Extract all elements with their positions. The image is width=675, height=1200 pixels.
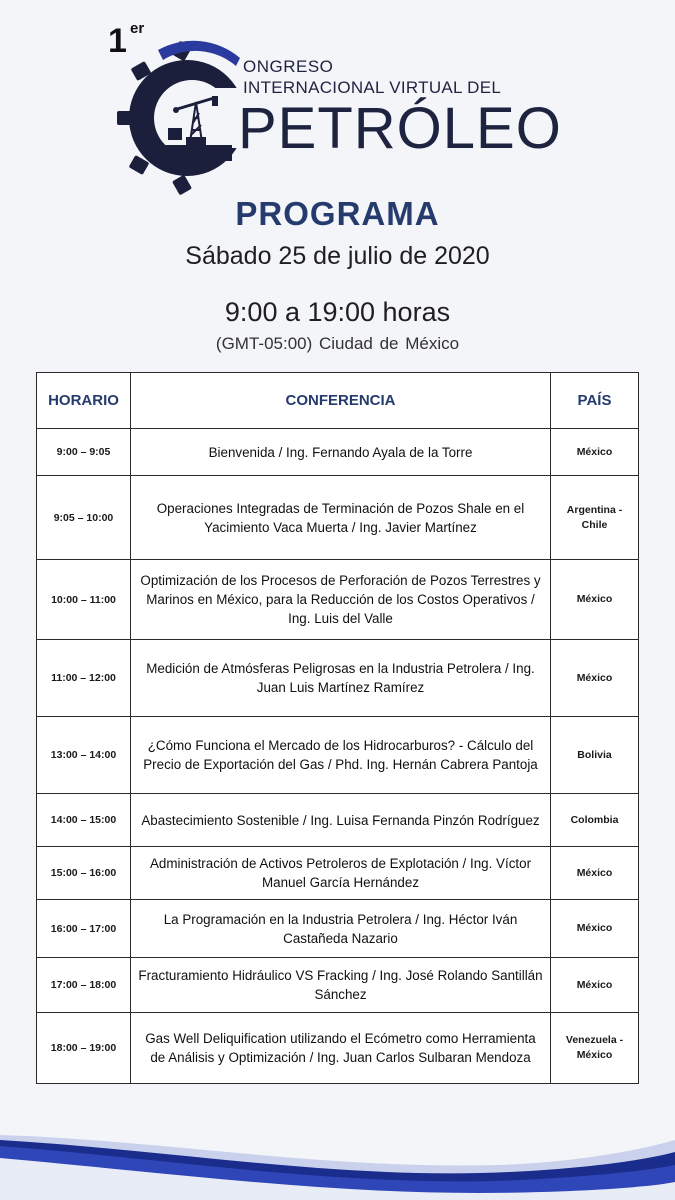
header-conferencia: CONFERENCIA	[131, 373, 551, 429]
row-country: México	[551, 900, 639, 958]
table-row	[37, 640, 639, 717]
row-time: 14:00 – 15:00	[37, 794, 131, 847]
row-conference: Operaciones Integradas de Terminación de Pozos Shale en el Yacimiento Vaca Muerta / Ing. Javier Martínez	[131, 476, 551, 560]
logo-line-internacional: INTERNACIONAL VIRTUAL DEL	[243, 78, 502, 97]
event-hours: 9:00 a 19:00 horas	[224, 297, 451, 327]
row-time: 18:00 – 19:00	[37, 1013, 131, 1084]
row-conference: Medición de Atmósferas Peligrosas en la Industria Petrolera / Ing. Juan Luis Martínez Ramírez	[131, 640, 551, 717]
table-row	[37, 560, 639, 640]
row-country: México	[551, 640, 639, 717]
row-time: 9:05 – 10:00	[37, 476, 131, 560]
table-row	[37, 900, 639, 958]
table-row	[37, 1013, 639, 1084]
row-country: México	[551, 429, 639, 476]
event-timezone: (GMT-05:00) Ciudad de México	[215, 334, 460, 353]
table-row	[37, 847, 639, 900]
header-pais: PAÍS	[551, 373, 639, 429]
table-row	[37, 476, 639, 560]
row-conference: Optimización de los Procesos de Perforación de Pozos Terrestres y Marinos en México, para la Reducción de los Costos Operativos / Ing. Luis del Valle	[131, 560, 551, 640]
gear-c-logo-icon	[117, 41, 247, 195]
page-title: PROGRAMA	[235, 195, 440, 232]
header-horario: HORARIO	[37, 373, 131, 429]
row-country: México	[551, 847, 639, 900]
row-conference: Abastecimiento Sostenible / Ing. Luisa Fernanda Pinzón Rodríguez	[131, 794, 551, 847]
row-time: 17:00 – 18:00	[37, 958, 131, 1013]
row-conference: Administración de Activos Petroleros de Explotación / Ing. Víctor Manuel García Hernández	[131, 847, 551, 900]
row-time: 13:00 – 14:00	[37, 717, 131, 794]
row-country: Bolivia	[551, 717, 639, 794]
row-conference: ¿Cómo Funciona el Mercado de los Hidrocarburos? - Cálculo del Precio de Exportación del Gas / Phd. Ing. Hernán Cabrera Pantoja	[131, 717, 551, 794]
row-country: Venezuela - México	[551, 1013, 639, 1084]
table-row	[37, 717, 639, 794]
schedule-table	[36, 372, 639, 1084]
row-time: 15:00 – 16:00	[37, 847, 131, 900]
row-country: México	[551, 560, 639, 640]
table-row	[37, 429, 639, 476]
row-country: Argentina - Chile	[551, 476, 639, 560]
table-header-row	[37, 373, 639, 429]
row-conference: Fracturamiento Hidráulico VS Fracking / Ing. José Rolando Santillán Sánchez	[131, 958, 551, 1013]
row-country: Colombia	[551, 794, 639, 847]
edition-number: 1	[108, 22, 127, 60]
row-conference: La Programación en la Industria Petrolera / Ing. Héctor Iván Castañeda Nazario	[131, 900, 551, 958]
row-country: México	[551, 958, 639, 1013]
table-row	[37, 958, 639, 1013]
row-time: 10:00 – 11:00	[37, 560, 131, 640]
row-conference: Gas Well Deliquification utilizando el Ecómetro como Herramienta de Análisis y Optimización / Ing. Juan Carlos Sulbaran Mendoza	[131, 1013, 551, 1084]
logo-line-ongreso: ONGRESO	[243, 57, 334, 76]
edition-suffix: er	[130, 20, 145, 37]
event-date: Sábado 25 de julio de 2020	[185, 242, 490, 270]
table-row	[37, 794, 639, 847]
row-conference: Bienvenida / Ing. Fernando Ayala de la Torre	[131, 429, 551, 476]
row-time: 9:00 – 9:05	[37, 429, 131, 476]
row-time: 16:00 – 17:00	[37, 900, 131, 958]
footer-wave	[0, 1110, 675, 1200]
row-time: 11:00 – 12:00	[37, 640, 131, 717]
logo-line-petroleo: PETRÓLEO	[238, 96, 562, 161]
